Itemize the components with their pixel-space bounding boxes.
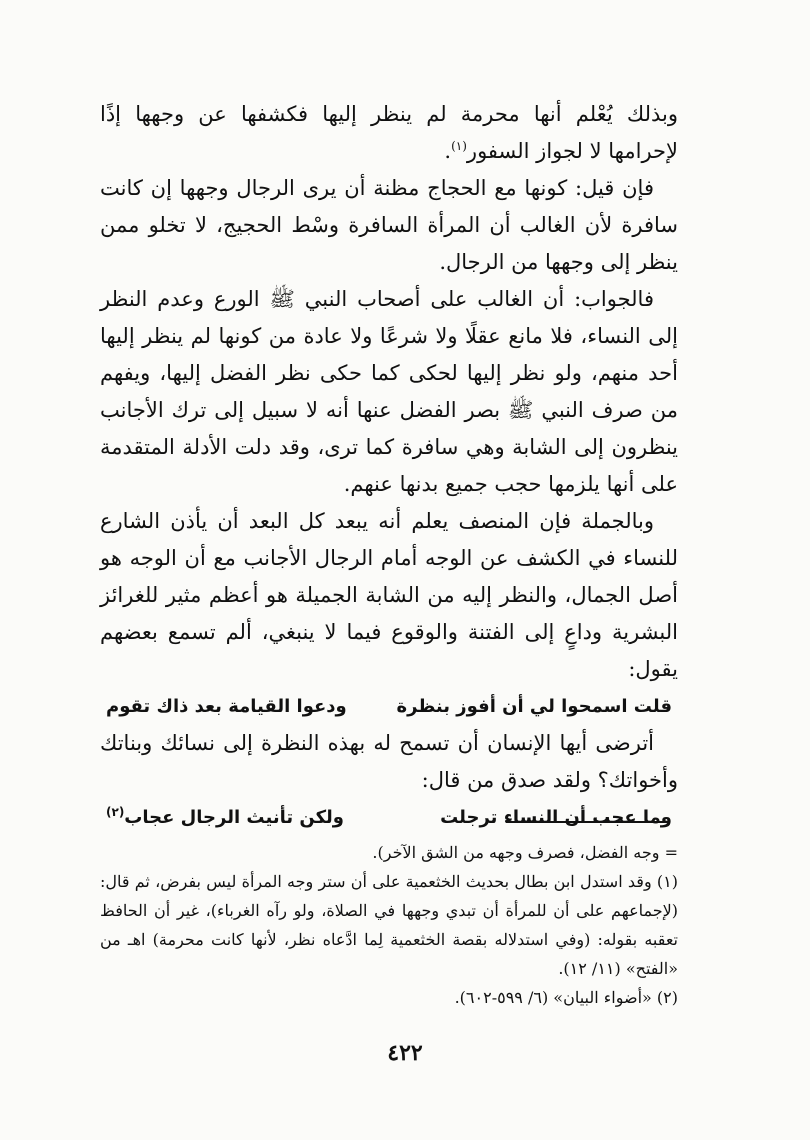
footnote-continuation: = وجه الفضل، فصرف وجهه من الشق الآخر). bbox=[372, 843, 678, 862]
paragraph-3: فالجواب: أن الغالب على أصحاب النبي ﷺ الورع وعدم النظر إلى النساء، فلا مانع عقلًا ولا شرعًا ولا عادة من كونها لم ينظر إليها أحد منهم، ولو نظر إليها لحكى كما حكى نظر الفضل إليها، ويفهم من صرف النبي ﷺ بصر الفضل عنها أنه لا سبيل إلى ترك الأجانب ينظرون إلى الشابة وهي سافرة كما ترى، وقد دلت الأدلة المتقدمة على أنها يلزمها حجب جميع بدنها عنهم. bbox=[100, 287, 678, 496]
paragraph-2: فإن قيل: كونها مع الحجاج مظنة أن يرى الرجال وجهها إن كانت سافرة لأن الغالب أن المرأة السافرة وسْط الحجيج، لا تخلو ممن ينظر إلى وجهها من الرجال. bbox=[100, 176, 678, 274]
paragraph-4: وبالجملة فإن المنصف يعلم أنه يبعد كل البعد أن يأذن الشارع للنساء في الكشف عن الوجه أمام الرجال الأجانب مع أن الوجه هو أصل الجمال، والنظر إليه من الشابة الجميلة هو أعظم مثير للغرائز البشرية وداعٍ إلى الفتنة والوقوع فيما لا ينبغي، ألم تسمع بعضهم يقول: bbox=[100, 509, 678, 681]
verse-2-second-text: ولكن تأنيث الرجال عجاب bbox=[124, 807, 344, 828]
main-text bbox=[100, 96, 678, 836]
paragraph-5: أترضى أيها الإنسان أن تسمح له بهذه النظرة إلى نسائك وبناتك وأخواتك؟ ولقد صدق من قال: bbox=[100, 731, 678, 792]
verse-2-first-hemistich: وما عجب أن النساء ترجلت bbox=[440, 807, 672, 828]
verse-line-2 bbox=[100, 799, 678, 836]
verse-line-1 bbox=[100, 688, 678, 725]
paragraph-1-end: . bbox=[444, 139, 452, 163]
footnotes bbox=[100, 838, 678, 1012]
verse-2-second-hemistich bbox=[106, 799, 344, 836]
footnote-separator bbox=[506, 821, 670, 823]
footnote-marker-2: (٢) bbox=[106, 805, 125, 819]
verse-1-second-hemistich: ودعوا القيامة بعد ذاك تقوم bbox=[106, 696, 347, 717]
page-number: ٤٢٢ bbox=[387, 1040, 423, 1066]
footnote-2: (٢) «أضواء البيان» (٦/ ٥٩٩-٦٠٢). bbox=[454, 988, 678, 1007]
footnote-1: (١) وقد استدل ابن بطال بحديث الخثعمية على أن ستر وجه المرأة ليس بفرض، ثم قال: (لإجماعهم على أن للمرأة أن تبدي وجهها في الصلاة، ولو رآه الغرباء)، غير أن الحافظ تعقبه بقوله: (وفي استدلاله بقصة الخثعمية لِما ادَّعاه نظر، لأنها كانت محرمة) اهـ من «الفتح» (١١/ ١٢). bbox=[100, 872, 679, 978]
footnote-marker-1: (١) bbox=[451, 139, 467, 153]
paragraph-1-text: وبذلك يُعْلم أنها محرمة لم ينظر إليها فكشفها عن وجهها إذًا لإحرامها لا لجواز السفور bbox=[100, 102, 678, 163]
paragraph-1 bbox=[100, 96, 678, 170]
verse-1-first-hemistich: قلت اسمحوا لي أن أفوز بنظرة bbox=[396, 696, 672, 717]
